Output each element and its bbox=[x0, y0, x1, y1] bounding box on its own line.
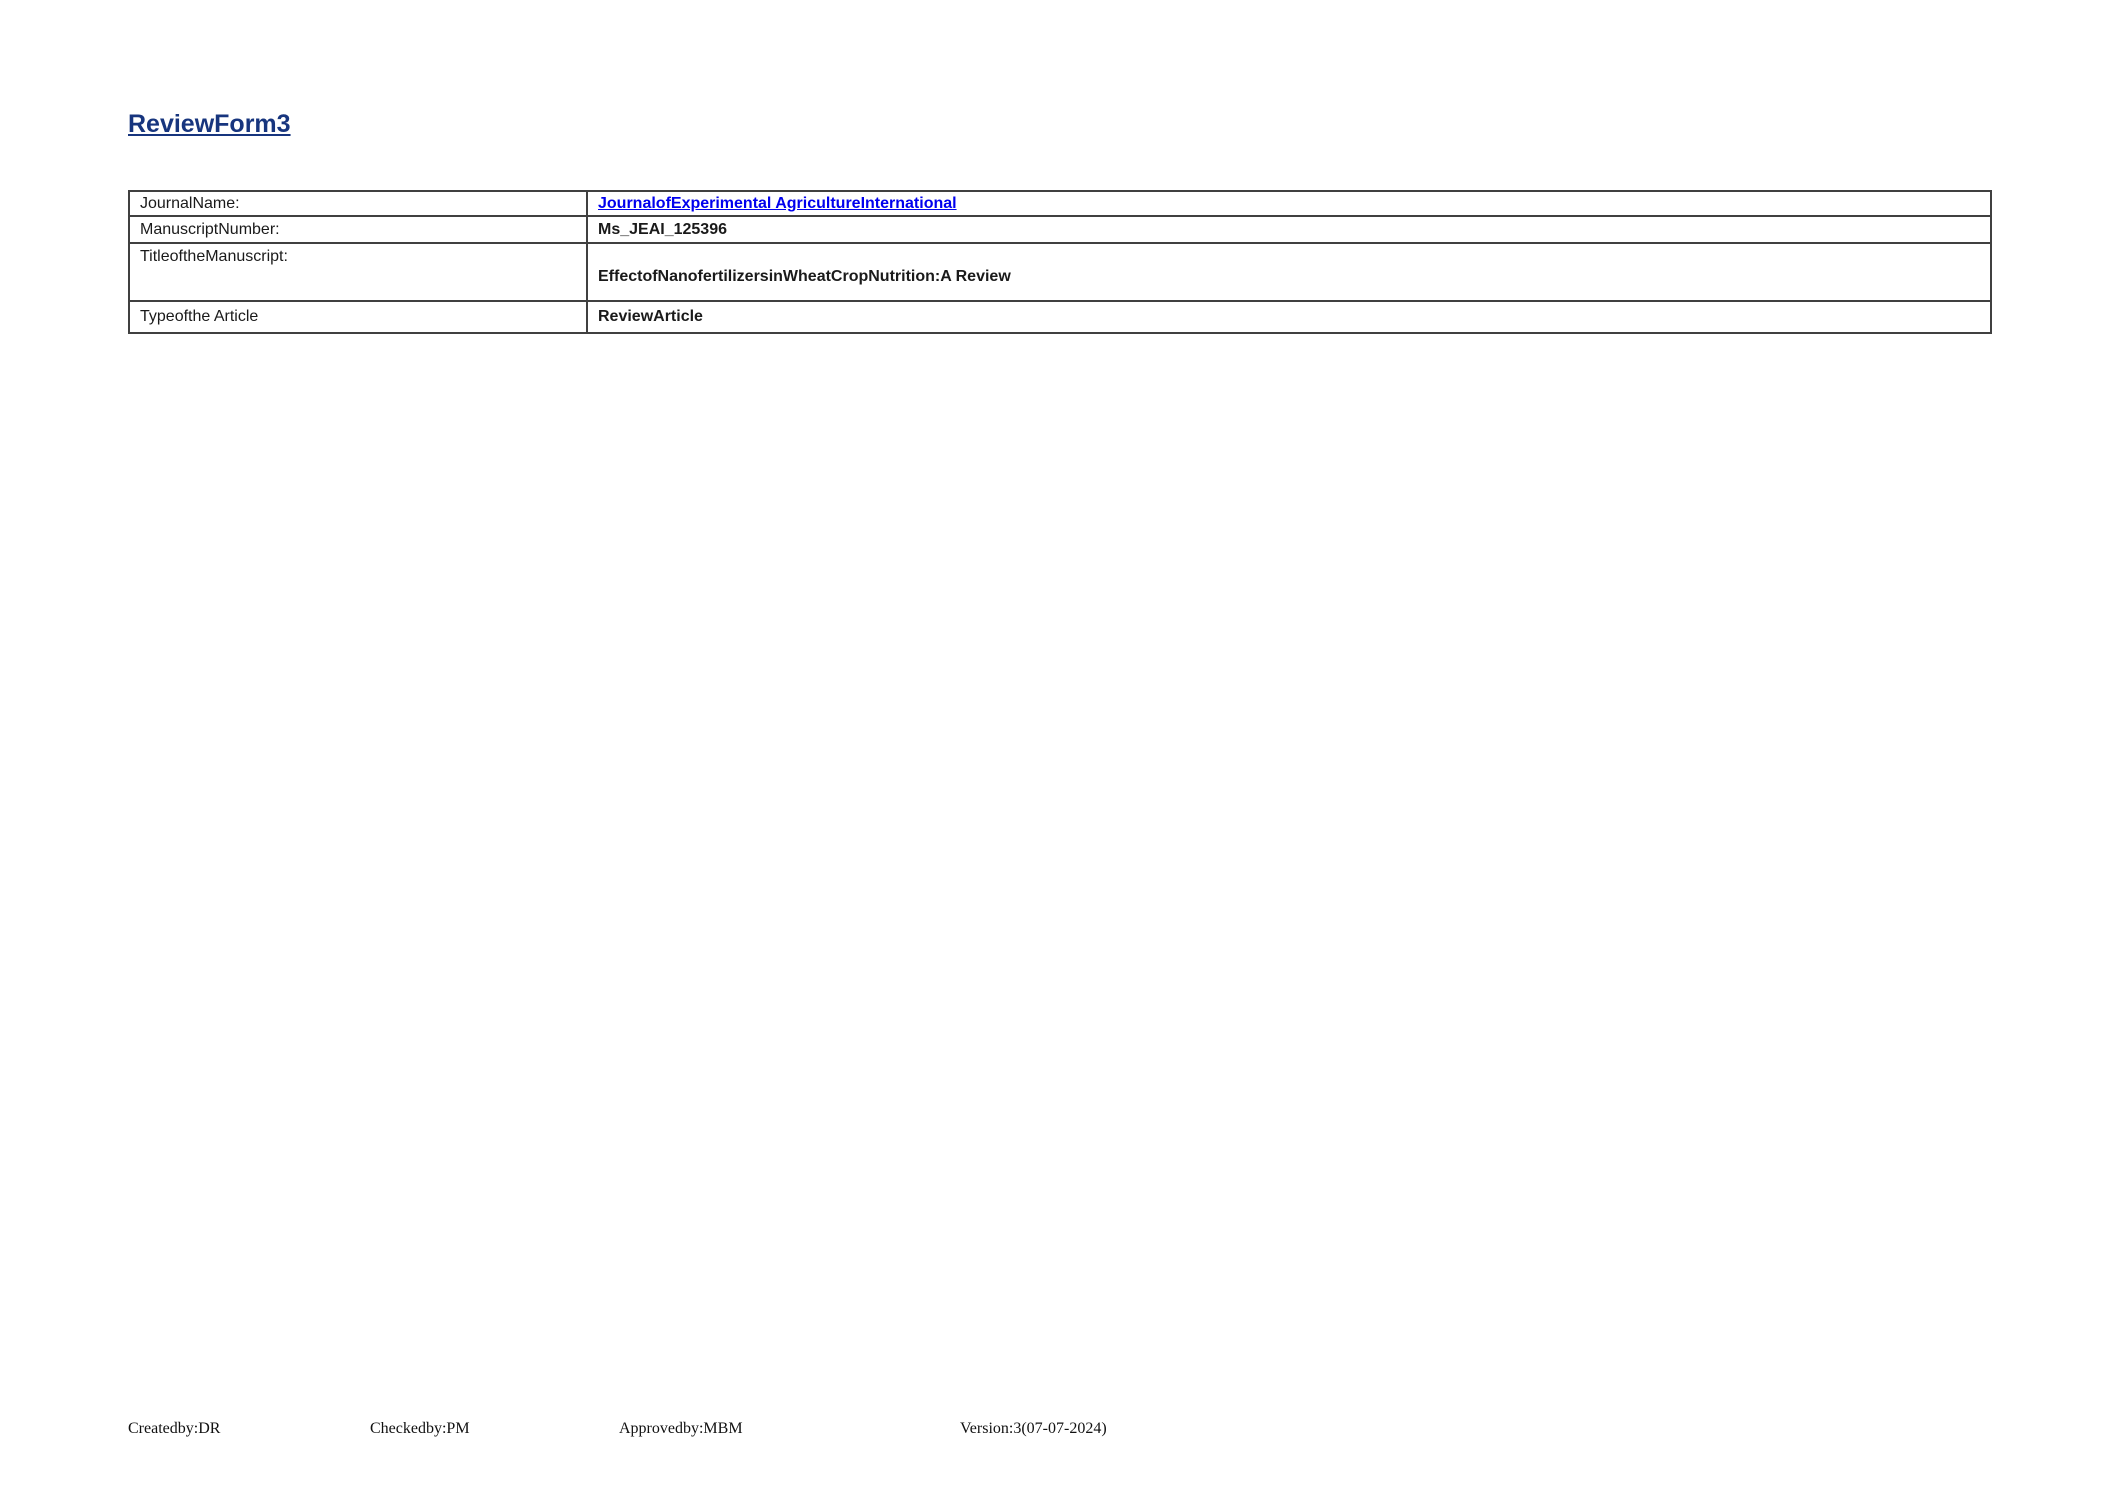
page-title: ReviewForm3 bbox=[128, 110, 291, 138]
footer-version: Version:3(07-07-2024) bbox=[960, 1420, 1107, 1437]
manuscript-info-table bbox=[128, 190, 1992, 334]
table-row-manuscript-title bbox=[129, 243, 1991, 301]
footer-created-by: Createdby:DR bbox=[128, 1420, 221, 1437]
table-row-journal-name bbox=[129, 191, 1991, 216]
footer-approved-by: Approvedby:MBM bbox=[619, 1420, 743, 1437]
manuscript-title-label: TitleoftheManuscript: bbox=[129, 243, 587, 301]
document-footer bbox=[0, 1420, 2117, 1444]
journal-name-label: JournalName: bbox=[129, 191, 587, 216]
manuscript-title-value: EffectofNanofertilizersinWheatCropNutrition:A Review bbox=[587, 243, 1991, 301]
article-type-value: ReviewArticle bbox=[587, 301, 1991, 333]
journal-name-link[interactable]: JournalofExperimental AgricultureInternational bbox=[598, 194, 957, 212]
table-row-manuscript-number bbox=[129, 216, 1991, 243]
manuscript-number-label: ManuscriptNumber: bbox=[129, 216, 587, 243]
article-type-label: Typeofthe Article bbox=[129, 301, 587, 333]
footer-checked-by: Checkedby:PM bbox=[370, 1420, 470, 1437]
manuscript-number-value: Ms_JEAI_125396 bbox=[587, 216, 1991, 243]
table-row-article-type bbox=[129, 301, 1991, 333]
